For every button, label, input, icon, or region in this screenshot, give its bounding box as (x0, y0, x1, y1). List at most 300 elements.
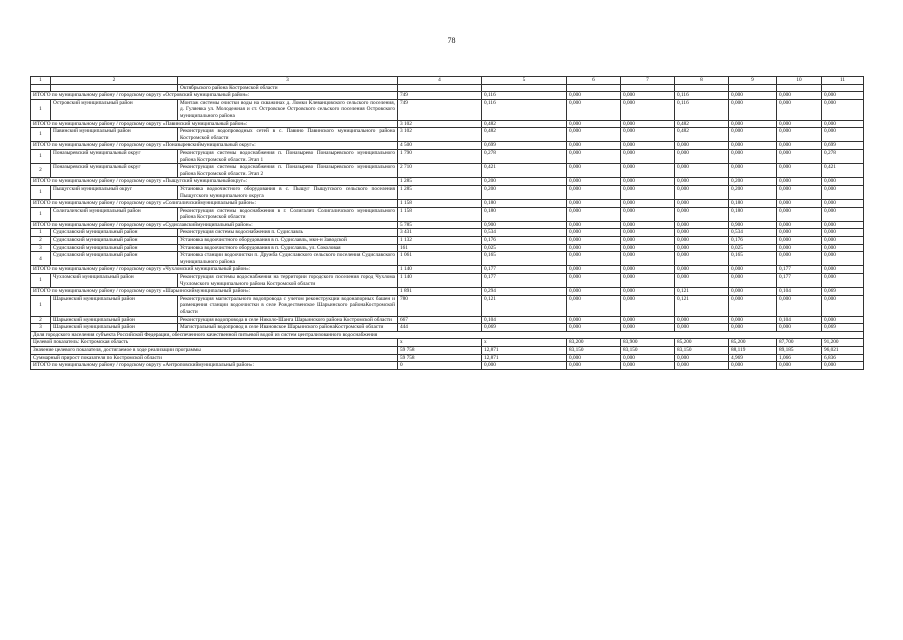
value-cell: 83,150 (567, 346, 621, 354)
value-cell: 0,000 (621, 221, 675, 229)
district-name: Шарьинский муниципальный район (51, 324, 178, 332)
value-cell: 0,278 (822, 149, 864, 163)
value-cell: 0,000 (621, 324, 675, 332)
value-cell: 0,000 (675, 200, 729, 208)
value-cell: 0,000 (777, 229, 822, 237)
project-description: Монтаж системы очистки воды на скважинах д. Ломки Клеванцовского сельского поселения, д. Гуляевка ул. Молодежная и ст. Островское Островского сельского поселения Островского муниципального района (178, 99, 398, 120)
row-number: 3 (31, 324, 51, 332)
value-cell: 3 102 (398, 120, 482, 128)
value-cell: 0,000 (621, 92, 675, 100)
row-number: 1 (31, 229, 51, 237)
value-cell: 0,000 (729, 362, 777, 370)
empty-cell (777, 84, 822, 92)
value-cell: 780 (398, 295, 482, 316)
value-cell: 0,000 (621, 237, 675, 245)
value-cell: 0,000 (729, 120, 777, 128)
value-cell: 0,000 (567, 185, 621, 199)
total-label: Значение целевого показателя, достигаемое в ходе реализации программы (31, 346, 398, 354)
value-cell: 0,000 (675, 164, 729, 178)
row-number: 1 (31, 207, 51, 221)
value-cell: 0,000 (567, 274, 621, 288)
project-description: Реконструкция системы водоснабжения в г. Солигалич Солигаличского муниципального района Костромской области (178, 207, 398, 221)
value-cell: 0,000 (822, 92, 864, 100)
value-cell: 0,000 (729, 128, 777, 142)
value-cell: 0,000 (621, 120, 675, 128)
value-cell: 0,000 (822, 178, 864, 186)
value-cell: 444 (398, 324, 482, 332)
empty-cell (822, 84, 864, 92)
value-cell: 0,482 (675, 120, 729, 128)
value-cell: 0,000 (777, 200, 822, 208)
value-cell: 0,104 (482, 316, 567, 324)
value-cell: 59 758 (398, 354, 482, 362)
value-cell: 0,000 (729, 288, 777, 296)
value-cell: 0,000 (822, 252, 864, 266)
project-row (31, 316, 864, 324)
value-cell: 0,000 (675, 237, 729, 245)
continuation-row (31, 84, 864, 92)
total-label: ИТОГО по муниципальному району / городскому округу «Пыщугский муниципальныйокруг»: (31, 178, 398, 186)
project-row (31, 244, 864, 252)
column-number-cell: 5 (482, 77, 567, 85)
value-cell: 0,116 (482, 92, 567, 100)
table-body (31, 77, 864, 370)
value-cell: 0,000 (675, 274, 729, 288)
value-cell: 0,000 (777, 362, 822, 370)
total-row (31, 200, 864, 208)
value-cell: 1 140 (398, 266, 482, 274)
value-cell: 0,000 (729, 266, 777, 274)
value-cell: 1 158 (398, 207, 482, 221)
value-cell: 0,000 (567, 164, 621, 178)
total-row (31, 339, 864, 347)
project-row (31, 128, 864, 142)
continuation-text: Октябрьского района Костромской области (178, 84, 398, 92)
value-cell: 0,000 (822, 200, 864, 208)
value-cell: 0,000 (729, 149, 777, 163)
value-cell: 0,482 (482, 120, 567, 128)
value-cell: 0,000 (675, 316, 729, 324)
total-row (31, 92, 864, 100)
value-cell: 0,000 (777, 324, 822, 332)
total-row (31, 221, 864, 229)
value-cell: 1 132 (398, 237, 482, 245)
value-cell: 0,000 (729, 274, 777, 288)
total-label: ИТОГО по муниципальному району / городскому округу «Антроповскиймуниципальный район»: (31, 362, 398, 370)
row-number: 1 (31, 185, 51, 199)
value-cell: 0,000 (567, 266, 621, 274)
value-cell: 2 710 (398, 164, 482, 178)
value-cell: 0,421 (822, 164, 864, 178)
value-cell: 0,000 (822, 244, 864, 252)
column-number-cell: 2 (51, 77, 178, 85)
value-cell: 0,000 (777, 244, 822, 252)
value-cell: 6,836 (822, 354, 864, 362)
value-cell: 0,000 (822, 274, 864, 288)
value-cell: 0,116 (675, 92, 729, 100)
value-cell: 0,177 (482, 266, 567, 274)
value-cell: 0,000 (621, 99, 675, 120)
value-cell: 0,000 (567, 200, 621, 208)
value-cell: 0,000 (822, 128, 864, 142)
value-cell: 0,000 (777, 149, 822, 163)
column-number-cell: 3 (178, 77, 398, 85)
total-label: Суммарный прирост показателя по Костромской области (31, 354, 398, 362)
value-cell: 0,069 (822, 288, 864, 296)
value-cell: 0,000 (567, 237, 621, 245)
value-cell: 0,000 (567, 178, 621, 186)
value-cell: 0,294 (482, 288, 567, 296)
value-cell: 0,180 (482, 207, 567, 221)
value-cell: 0,177 (777, 266, 822, 274)
total-row (31, 288, 864, 296)
value-cell: 0,165 (729, 252, 777, 266)
value-cell: 0,025 (482, 244, 567, 252)
value-cell: 0,000 (777, 128, 822, 142)
value-cell: 3 431 (398, 229, 482, 237)
project-description: Магистральный водопровод в селе Ивановское Шарьинского районаКостромской области (178, 324, 398, 332)
value-cell: 0,000 (822, 99, 864, 120)
total-row (31, 178, 864, 186)
value-cell: 749 (398, 99, 482, 120)
value-cell: 85,200 (729, 339, 777, 347)
value-cell: 0,000 (567, 362, 621, 370)
district-name: Судиславский муниципальный район (51, 244, 178, 252)
value-cell: 0,000 (777, 99, 822, 120)
value-cell: 0,000 (777, 295, 822, 316)
district-name: Солигаличский муниципальный район (51, 207, 178, 221)
value-cell: 4 500 (398, 142, 482, 150)
value-cell: 0,278 (482, 149, 567, 163)
row-number: 2 (31, 237, 51, 245)
value-cell: 0,000 (567, 142, 621, 150)
value-cell: 0,000 (777, 120, 822, 128)
value-cell: 0,000 (567, 207, 621, 221)
value-cell: 0,900 (482, 221, 567, 229)
value-cell: 59 758 (398, 346, 482, 354)
district-name: Чухломский муниципальный район (51, 274, 178, 288)
total-label: ИТОГО по муниципальному району / городскому округу «Поназыревскиймуниципальный округ»: (31, 142, 398, 150)
value-cell: 0,000 (621, 207, 675, 221)
project-row (31, 237, 864, 245)
row-number: 1 (31, 295, 51, 316)
value-cell: 667 (398, 316, 482, 324)
value-cell: 0,000 (482, 362, 567, 370)
value-cell: 0,000 (675, 252, 729, 266)
value-cell: 0,104 (777, 288, 822, 296)
column-number-cell: 9 (729, 77, 777, 85)
project-description: Реконструкция системы водоснабжения п. Поназырево Поназыревского муниципального района Костромской области. Этап 1 (178, 149, 398, 163)
value-cell: 0,000 (822, 120, 864, 128)
value-cell: 0,176 (729, 237, 777, 245)
value-cell: 5 785 (398, 221, 482, 229)
value-cell: 0,000 (675, 362, 729, 370)
value-cell: 1,066 (777, 354, 822, 362)
indicator-heading-row (31, 331, 864, 339)
value-cell: 0,000 (822, 229, 864, 237)
page-number: 78 (447, 36, 456, 45)
value-cell: 0,200 (729, 178, 777, 186)
row-number: 1 (31, 99, 51, 120)
project-row (31, 274, 864, 288)
value-cell: 0,000 (621, 229, 675, 237)
value-cell: 0,000 (567, 229, 621, 237)
value-cell: 0,069 (482, 324, 567, 332)
value-cell: 0,000 (621, 252, 675, 266)
value-cell: 0,000 (729, 295, 777, 316)
project-description: Установка водоочистного оборудования в п. Судиславль, мкн-н Заводской (178, 237, 398, 245)
value-cell: 0,000 (567, 316, 621, 324)
column-number-cell: 11 (822, 77, 864, 85)
total-row (31, 142, 864, 150)
value-cell: 1 158 (398, 200, 482, 208)
value-cell: 0,000 (567, 92, 621, 100)
district-name: Поназыревский муниципальный округ (51, 164, 178, 178)
project-description: Реконструкция системы водоснабжения п. Судиславль (178, 229, 398, 237)
project-row (31, 185, 864, 199)
project-description: Реконструкция водопроводных сетей в с. Павино Павинского муниципального района Костромской области (178, 128, 398, 142)
value-cell: 0,000 (729, 324, 777, 332)
value-cell: 0,000 (621, 128, 675, 142)
value-cell: 0,000 (567, 149, 621, 163)
value-cell: 0,000 (567, 221, 621, 229)
value-cell: 0,000 (675, 229, 729, 237)
value-cell: 12,871 (482, 354, 567, 362)
value-cell: 1 061 (398, 252, 482, 266)
investment-program-table (30, 76, 864, 370)
project-row (31, 149, 864, 163)
column-number-cell: 6 (567, 77, 621, 85)
value-cell: 0,000 (777, 237, 822, 245)
value-cell: 0,000 (777, 185, 822, 199)
value-cell: 0,000 (729, 99, 777, 120)
total-row (31, 346, 864, 354)
value-cell: 0,000 (567, 244, 621, 252)
row-number: 3 (31, 244, 51, 252)
value-cell: 0,699 (822, 142, 864, 150)
value-cell: 0,180 (482, 200, 567, 208)
value-cell: 0,482 (482, 128, 567, 142)
value-cell: 0,000 (621, 200, 675, 208)
value-cell: 0,000 (621, 288, 675, 296)
total-row (31, 362, 864, 370)
value-cell: 0,000 (675, 207, 729, 221)
value-cell: 0,121 (482, 295, 567, 316)
district-name: Павинский муниципальный район (51, 128, 178, 142)
value-cell: 0,000 (822, 266, 864, 274)
value-cell: 0,000 (675, 221, 729, 229)
value-cell: х (398, 339, 482, 347)
value-cell: 83,200 (567, 339, 621, 347)
value-cell: 0,000 (729, 316, 777, 324)
value-cell: 0,000 (675, 324, 729, 332)
value-cell: 0,069 (822, 324, 864, 332)
value-cell: 0,000 (567, 128, 621, 142)
value-cell: 0,000 (729, 142, 777, 150)
total-label: ИТОГО по муниципальному району / городскому округу «Шарьинскиймуниципальный район»: (31, 288, 398, 296)
value-cell: 0,000 (675, 185, 729, 199)
value-cell: 0,104 (777, 316, 822, 324)
total-label: Целевой показатель: Костромская область (31, 339, 398, 347)
value-cell: 0,000 (822, 207, 864, 221)
value-cell: 85,200 (675, 339, 729, 347)
value-cell: 0,000 (567, 99, 621, 120)
total-label: ИТОГО по муниципальному району / городскому округу «Судиславскиймуниципальный район»: (31, 221, 398, 229)
value-cell: 749 (398, 92, 482, 100)
value-cell: 0,000 (777, 221, 822, 229)
value-cell: 83,150 (675, 346, 729, 354)
value-cell: 0,000 (729, 164, 777, 178)
value-cell: 0,534 (482, 229, 567, 237)
value-cell: 0,000 (621, 142, 675, 150)
column-number-cell: 4 (398, 77, 482, 85)
project-row (31, 99, 864, 120)
value-cell: 0,000 (567, 324, 621, 332)
value-cell: 0,116 (482, 99, 567, 120)
project-row (31, 295, 864, 316)
total-label: ИТОГО по муниципальному району / городскому округу «Павинский муниципальный район»: (31, 120, 398, 128)
column-number-row (31, 77, 864, 85)
value-cell: 0,900 (729, 221, 777, 229)
empty-cell (398, 84, 482, 92)
row-number: 2 (31, 164, 51, 178)
value-cell: 0,534 (729, 229, 777, 237)
project-description: Реконструкция системы водоснабжения п. Поназырево Поназыревского муниципального района Костромской области. Этап 2 (178, 164, 398, 178)
value-cell: 0,000 (621, 244, 675, 252)
project-description: Установка станции водоочистки п. Дружба Судиславского сельского поселения Судиславского муниципального района (178, 252, 398, 266)
total-label: ИТОГО по муниципальному району / городскому округу «Солигаличскиймуниципальный район»: (31, 200, 398, 208)
value-cell: 0,000 (675, 244, 729, 252)
column-number-cell: 10 (777, 77, 822, 85)
total-row (31, 120, 864, 128)
project-description: Установка водоочистного оборудования в п. Судиславль, ул. Соколовая (178, 244, 398, 252)
value-cell: 87,700 (777, 339, 822, 347)
column-number-cell: 1 (31, 77, 51, 85)
value-cell: 0,000 (621, 274, 675, 288)
value-cell: 1 140 (398, 274, 482, 288)
district-name: Судиславский муниципальный район (51, 237, 178, 245)
value-cell: 0,177 (482, 274, 567, 288)
row-number: 2 (31, 316, 51, 324)
value-cell: х (482, 339, 567, 347)
row-number: 1 (31, 128, 51, 142)
district-name: Островский муниципальный район (51, 99, 178, 120)
value-cell: 12,871 (482, 346, 567, 354)
value-cell: 0,000 (567, 295, 621, 316)
district-name: Шарьинский муниципальный район (51, 316, 178, 324)
district-name: Судиславский муниципальный район (51, 229, 178, 237)
value-cell: 0,000 (822, 221, 864, 229)
value-cell: 0 (398, 362, 482, 370)
empty-cell (729, 84, 777, 92)
value-cell: 0,000 (777, 142, 822, 150)
empty-cell (675, 84, 729, 92)
value-cell: 0,000 (822, 316, 864, 324)
value-cell: 0,180 (729, 207, 777, 221)
value-cell: 0,000 (675, 142, 729, 150)
value-cell: 0,000 (777, 252, 822, 266)
value-cell: 0,000 (621, 295, 675, 316)
value-cell: 0,200 (729, 185, 777, 199)
value-cell: 0,176 (482, 237, 567, 245)
project-row (31, 207, 864, 221)
value-cell: 0,000 (621, 354, 675, 362)
row-number: 1 (31, 274, 51, 288)
value-cell: 0,000 (777, 164, 822, 178)
value-cell: 0,116 (675, 99, 729, 120)
project-description: Реконструкция системы водоснабжения на территории городского поселения город Чухлома Чухломского муниципального района Костромской области (178, 274, 398, 288)
project-row (31, 324, 864, 332)
value-cell: 0,000 (675, 354, 729, 362)
value-cell: 0,421 (482, 164, 567, 178)
district-name: Шарьинский муниципальный район (51, 295, 178, 316)
column-number-cell: 7 (621, 77, 675, 85)
value-cell: 0,482 (675, 128, 729, 142)
value-cell: 83,900 (621, 339, 675, 347)
value-cell: 1 891 (398, 288, 482, 296)
value-cell: 0,200 (482, 178, 567, 186)
value-cell: 0,000 (567, 120, 621, 128)
value-cell: 0,000 (777, 92, 822, 100)
total-row (31, 266, 864, 274)
row-number: 1 (31, 149, 51, 163)
value-cell: 0,000 (675, 149, 729, 163)
row-number: 4 (31, 252, 51, 266)
value-cell: 0,000 (675, 178, 729, 186)
empty-cell (51, 84, 178, 92)
value-cell: 0,000 (729, 92, 777, 100)
value-cell: 0,165 (482, 252, 567, 266)
value-cell: 1 285 (398, 178, 482, 186)
value-cell: 0,000 (567, 354, 621, 362)
value-cell: 89,185 (777, 346, 822, 354)
district-name: Пыщугский муниципальный округ (51, 185, 178, 199)
empty-cell (567, 84, 621, 92)
empty-cell (482, 84, 567, 92)
project-description: Установка водоочистного оборудования в с. Пыщуг Пыщугского сельского поселения Пыщугского муниципального округа (178, 185, 398, 199)
value-cell: 0,025 (729, 244, 777, 252)
value-cell: 0,000 (621, 316, 675, 324)
value-cell: 0,000 (567, 252, 621, 266)
value-cell: 0,177 (777, 274, 822, 288)
value-cell: 0,000 (621, 164, 675, 178)
project-row (31, 229, 864, 237)
project-description: Реконструкция водопровода в селе Николо-Шанга Шарьинского района Костромской области (178, 316, 398, 324)
value-cell: 0,000 (822, 237, 864, 245)
project-row (31, 252, 864, 266)
value-cell: 0,000 (777, 207, 822, 221)
value-cell: 0,000 (567, 288, 621, 296)
total-label: ИТОГО по муниципальному району / городскому округу «Чухломский муниципальный район»: (31, 266, 398, 274)
value-cell: 91,200 (822, 339, 864, 347)
total-row (31, 354, 864, 362)
district-name: Поназыревский муниципальный округ (51, 149, 178, 163)
district-name: Судиславский муниципальный район (51, 252, 178, 266)
project-row (31, 164, 864, 178)
value-cell: 0,180 (729, 200, 777, 208)
value-cell: 0,121 (675, 288, 729, 296)
value-cell: 1 790 (398, 149, 482, 163)
value-cell: 88,119 (729, 346, 777, 354)
value-cell: 0,000 (822, 185, 864, 199)
value-cell: 0,000 (621, 266, 675, 274)
value-cell: 161 (398, 244, 482, 252)
value-cell: 1 285 (398, 185, 482, 199)
value-cell: 83,150 (621, 346, 675, 354)
value-cell: 0,000 (621, 149, 675, 163)
value-cell: 3 102 (398, 128, 482, 142)
value-cell: 0,000 (621, 185, 675, 199)
